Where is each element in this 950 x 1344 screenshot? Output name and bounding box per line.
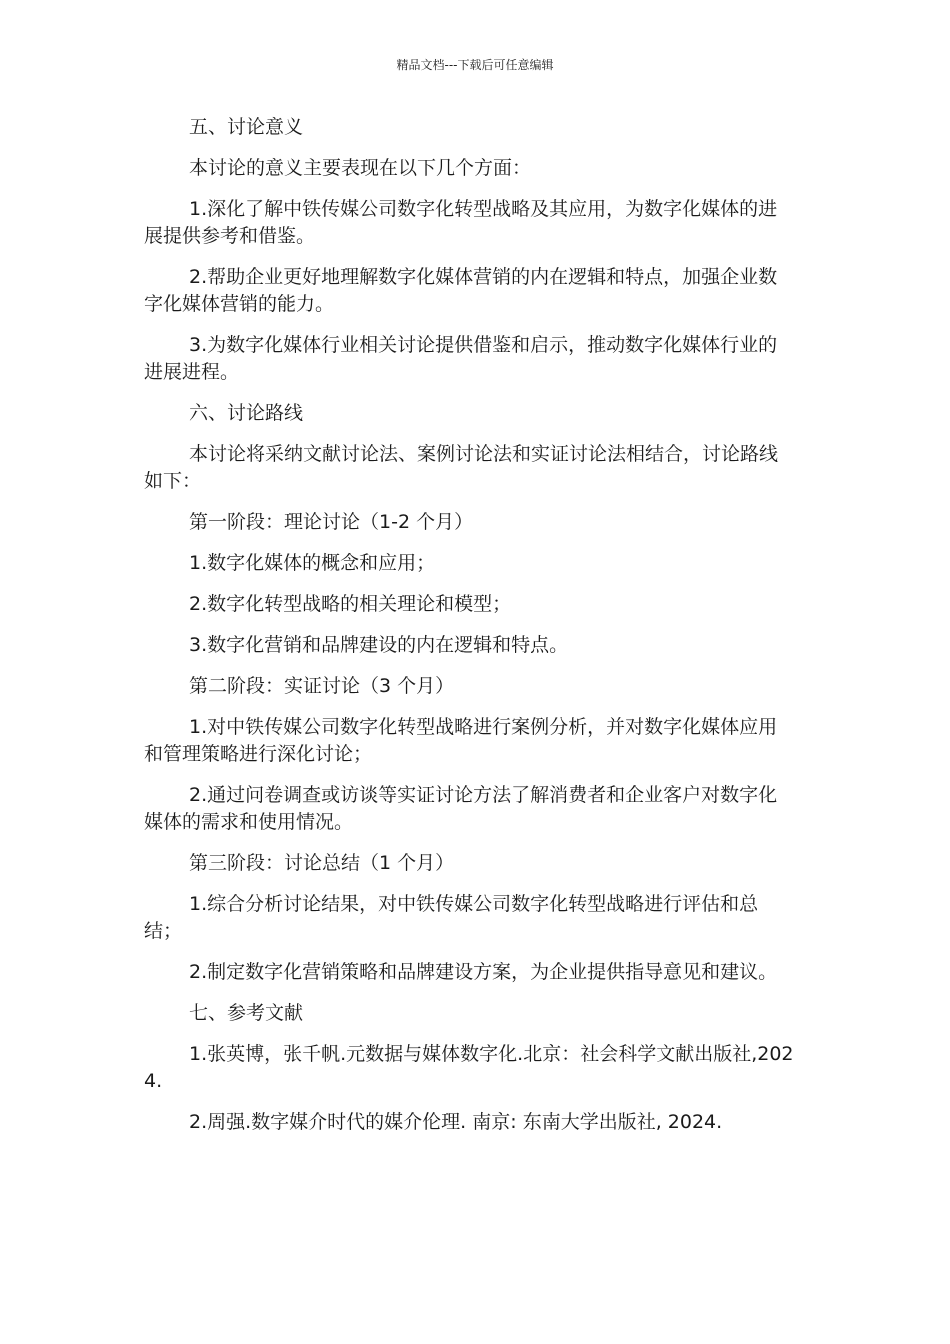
stage-item: 1.对中铁传媒公司数字化转型战略进行案例分析，并对数字化媒体应用和管理策略进行深化讨论；	[144, 716, 778, 765]
route-intro: 本讨论将采纳文献讨论法、案例讨论法和实证讨论法相结合，讨论路线如下：	[144, 443, 779, 492]
reference-item: 1.张英博，张千帆.元数据与媒体数字化.北京：社会科学文献出版社,2024.	[144, 1043, 794, 1092]
stage-item: 2.数字化转型战略的相关理论和模型；	[189, 593, 512, 615]
significance-item: 1.深化了解中铁传媒公司数字化转型战略及其应用，为数字化媒体的进展提供参考和借鉴。	[144, 198, 778, 247]
significance-item: 3.为数字化媒体行业相关讨论提供借鉴和启示，推动数字化媒体行业的进展进程。	[144, 334, 778, 383]
stage-title: 第二阶段：实证讨论（3 个月）	[189, 675, 455, 697]
stage-title: 第三阶段：讨论总结（1 个月）	[189, 852, 455, 874]
page-header-note: 精品文档---下载后可任意编辑	[396, 58, 554, 72]
section-heading-route: 六、讨论路线	[189, 402, 304, 424]
stage-item: 3.数字化营销和品牌建设的内在逻辑和特点。	[189, 634, 569, 656]
stage-item: 1.综合分析讨论结果，对中铁传媒公司数字化转型战略进行评估和总结；	[144, 893, 759, 942]
section-heading-references: 七、参考文献	[189, 1002, 304, 1024]
section-heading-significance: 五、讨论意义	[189, 116, 304, 138]
stage-title: 第一阶段：理论讨论（1-2 个月）	[189, 511, 474, 533]
stage-item: 2.制定数字化营销策略和品牌建设方案，为企业提供指导意见和建议。	[189, 961, 778, 983]
document-body	[144, 114, 794, 1150]
significance-item: 2.帮助企业更好地理解数字化媒体营销的内在逻辑和特点，加强企业数字化媒体营销的能力。	[144, 266, 778, 315]
stage-item: 2.通过问卷调查或访谈等实证讨论方法了解消费者和企业客户对数字化媒体的需求和使用情况。	[144, 784, 778, 833]
significance-intro: 本讨论的意义主要表现在以下几个方面：	[189, 157, 532, 179]
reference-item: 2.周强.数字媒介时代的媒介伦理. 南京: 东南大学出版社, 2024.	[189, 1111, 723, 1133]
stage-item: 1.数字化媒体的概念和应用；	[189, 552, 436, 574]
